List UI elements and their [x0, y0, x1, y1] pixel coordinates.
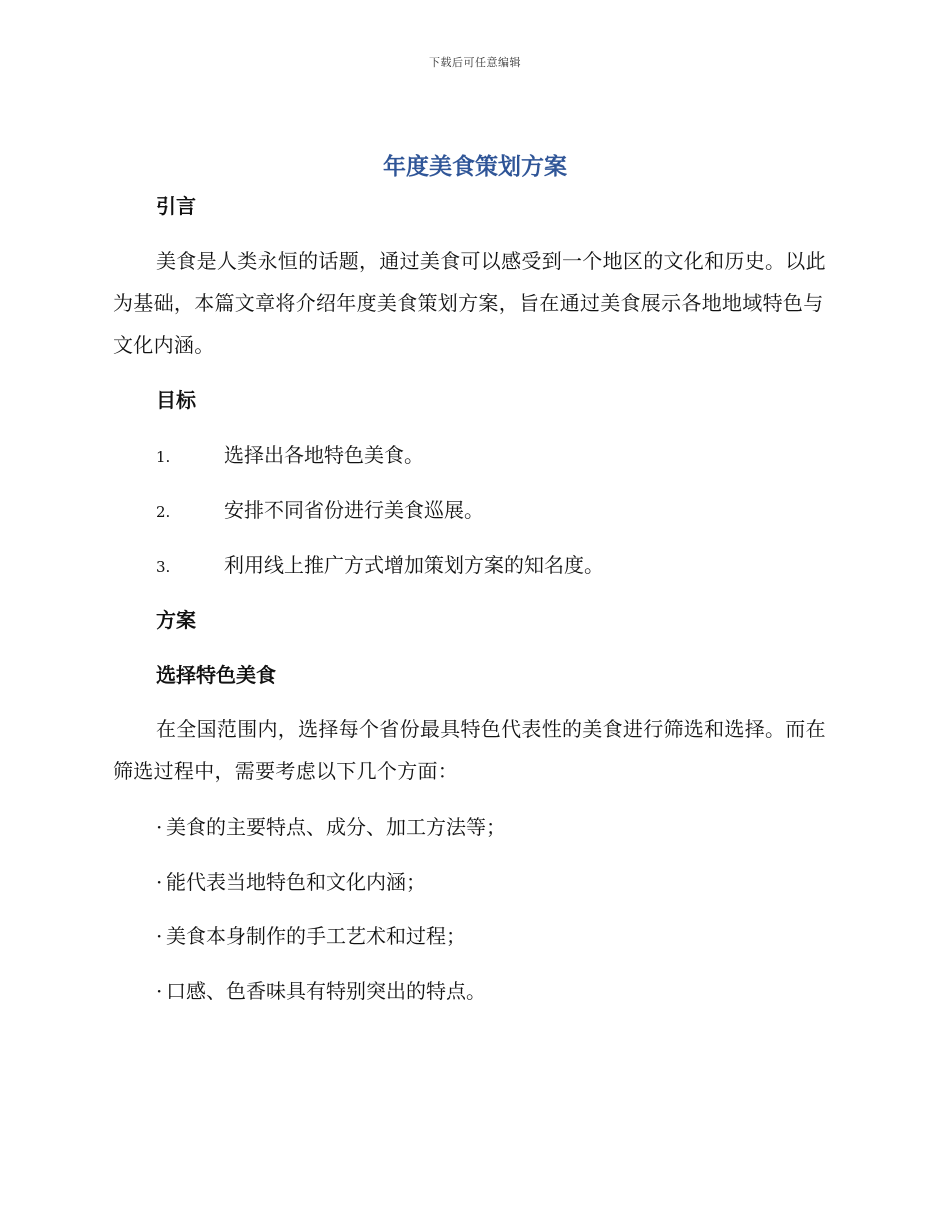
bullet-dot: · — [156, 924, 163, 948]
bullet-dot: · — [156, 870, 163, 894]
goal-item — [156, 441, 424, 471]
document-title: 年度美食策划方案 — [383, 154, 567, 180]
goal-item — [156, 551, 604, 581]
plan-paragraph: 在全国范围内，选择每个省份最具特色代表性的美食进行筛选和选择。而在筛选过程中，需要考虑以下几个方面： — [113, 717, 826, 783]
sub-heading-select-food: 选择特色美食 — [156, 663, 276, 687]
bullet-item — [156, 868, 426, 896]
bullet-text: 美食的主要特点、成分、加工方法等； — [166, 815, 506, 839]
bullet-dot: · — [156, 979, 163, 1003]
bullet-item — [156, 813, 506, 841]
goal-number: 2. — [156, 503, 171, 521]
goal-item — [156, 496, 484, 526]
goal-number: 1. — [156, 448, 171, 466]
bullet-text: 口感、色香味具有特别突出的特点。 — [166, 979, 486, 1003]
section-heading-plan: 方案 — [156, 608, 196, 632]
bullet-dot: · — [156, 815, 163, 839]
bullet-item — [156, 922, 466, 950]
intro-paragraph: 美食是人类永恒的话题，通过美食可以感受到一个地区的文化和历史。以此为基础，本篇文章将介绍年度美食策划方案，旨在通过美食展示各地地域特色与文化内涵。 — [113, 249, 826, 357]
bullet-item — [156, 977, 486, 1005]
goal-text: 安排不同省份进行美食巡展。 — [224, 498, 484, 522]
section-heading-intro: 引言 — [156, 194, 196, 218]
section-heading-goals: 目标 — [156, 388, 196, 412]
bullet-text: 美食本身制作的手工艺术和过程； — [166, 924, 466, 948]
header-note: 下载后可任意编辑 — [429, 56, 521, 69]
goal-number: 3. — [156, 558, 171, 576]
bullet-text: 能代表当地特色和文化内涵； — [166, 870, 426, 894]
goal-text: 利用线上推广方式增加策划方案的知名度。 — [224, 553, 604, 577]
goal-text: 选择出各地特色美食。 — [224, 443, 424, 467]
